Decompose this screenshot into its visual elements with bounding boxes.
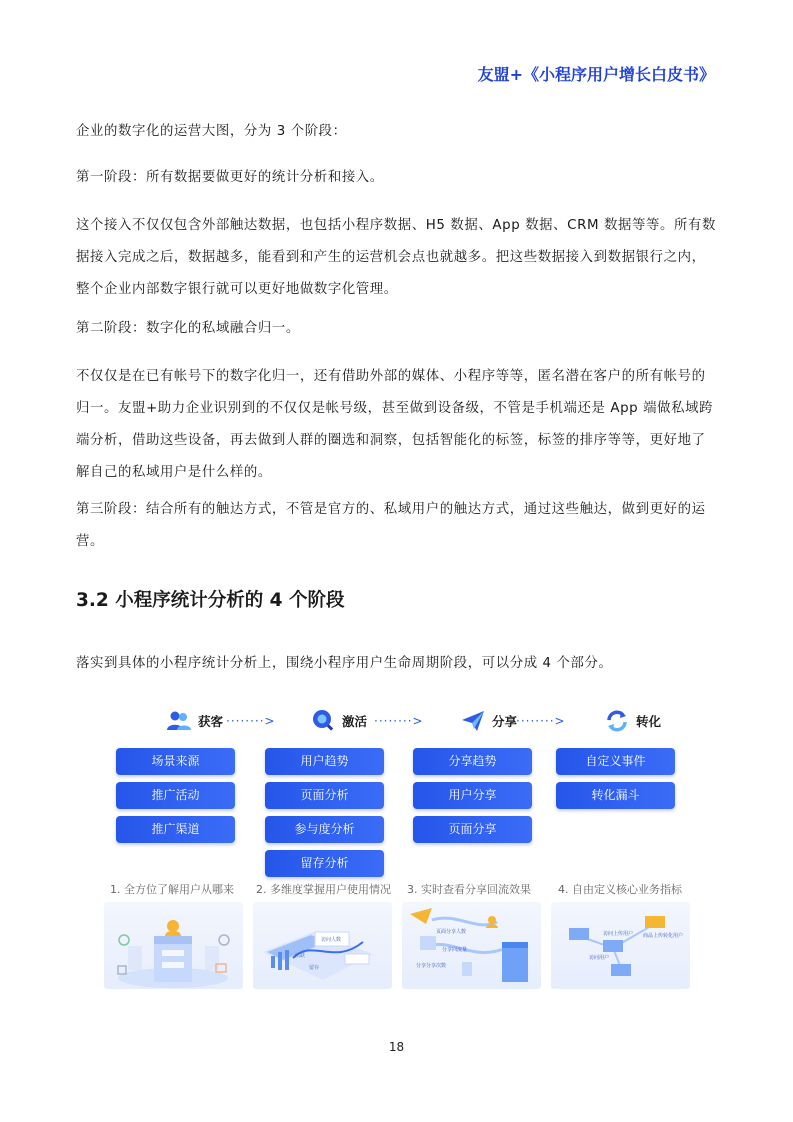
paragraph-stage-two: 第二阶段：数字化的私域融合归一。	[76, 321, 300, 336]
thumbnail-activate	[253, 902, 392, 989]
caption-share: 3. 实时查看分享回流效果	[407, 883, 531, 896]
user-share-button[interactable]: 用户分享	[413, 782, 532, 809]
paragraph-stage-one: 第一阶段：所有数据要做更好的统计分析和接入。	[76, 170, 384, 185]
thumb-label: 商品上传转化用户	[643, 933, 684, 939]
send-icon	[460, 708, 486, 734]
users-icon	[166, 708, 192, 734]
refresh-icon	[604, 708, 630, 734]
thumb-label: 访问上传用户	[603, 931, 634, 937]
caption-convert: 4. 自由定义核心业务指标	[558, 883, 682, 896]
arrow-activate-share: ········>	[374, 714, 424, 728]
thumb-label: 页面分享人数	[436, 929, 467, 935]
paragraph-stage-one-detail: 这个接入不仅仅包含外部触达数据，也包括小程序数据、H5 数据、App 数据、CRM 数据等等。所有数据接入完成之后，数据越多，能看到和产生的运营机会点也就越多。把这些数据接入到数据银行之内，整个企业内部数字银行就可以更好地做数字化管理。	[76, 218, 716, 297]
thumbnail-share	[402, 902, 541, 989]
arrow-share-convert: ········>	[516, 714, 566, 728]
paragraph-stage-three: 第三阶段：结合所有的触达方式，不管是官方的、私域用户的触达方式，通过这些触达，做到更好的运营。	[76, 502, 706, 549]
stage-header-acquire	[166, 708, 223, 734]
conversion-funnel-button[interactable]: 转化漏斗	[556, 782, 675, 809]
thumb-label: 留存	[309, 965, 320, 971]
stage-header-convert	[604, 708, 661, 734]
thumb-label: 访问用户	[589, 955, 610, 961]
promotion-channel-button[interactable]: 推广渠道	[116, 816, 235, 843]
stage-title: 激活	[342, 714, 368, 729]
page-number: 18	[388, 1040, 405, 1054]
thumbnail-convert	[551, 902, 690, 989]
scene-source-button[interactable]: 场景来源	[116, 748, 235, 775]
stage-title: 分享	[492, 714, 518, 729]
thumbnail-acquire	[104, 902, 243, 989]
page-share-button[interactable]: 页面分享	[413, 816, 532, 843]
header-title: 友盟+《小程序用户增长白皮书》	[477, 65, 715, 84]
thumb-label: 访问人数	[321, 937, 342, 943]
stage-title: 转化	[636, 714, 662, 729]
promotion-activity-button[interactable]: 推广活动	[116, 782, 235, 809]
caption-acquire: 1. 全方位了解用户从哪来	[110, 883, 234, 896]
share-trend-button[interactable]: 分享趋势	[413, 748, 532, 775]
retention-analysis-button[interactable]: 留存分析	[265, 850, 384, 877]
paragraph-stage-two-detail: 不仅仅是在已有帐号下的数字化归一，还有借助外部的媒体、小程序等等，匿名潜在客户的所有帐号的归一。友盟+助力企业识别到的不仅仅是帐号级，甚至做到设备级，不管是手机端还是 App 端做私域跨端分析，借助这些设备，再去做到人群的圈选和洞察，包括智能化的标签，标签的排序等等，更好地了解自己的私域用户是什么样的。	[76, 369, 714, 480]
paragraph-intro: 企业的数字化的运营大图，分为 3 个阶段：	[76, 124, 347, 139]
section-intro: 落实到具体的小程序统计分析上，围绕小程序用户生命周期阶段，可以分成 4 个部分。	[76, 656, 613, 671]
custom-event-button[interactable]: 自定义事件	[556, 748, 675, 775]
stage-title: 获客	[198, 714, 224, 729]
page-analysis-button[interactable]: 页面分析	[265, 782, 384, 809]
user-trend-button[interactable]: 用户趋势	[265, 748, 384, 775]
arrow-acquire-activate: ········>	[226, 714, 276, 728]
engagement-analysis-button[interactable]: 参与度分析	[265, 816, 384, 843]
stage-header-share	[460, 708, 517, 734]
section-heading: 3.2 小程序统计分析的 4 个阶段	[76, 590, 345, 611]
thumb-label: 分享回流量	[442, 947, 468, 953]
caption-activate: 2. 多维度掌握用户使用情况	[256, 883, 391, 896]
lifecycle-figure	[104, 700, 716, 996]
search-icon	[310, 708, 336, 734]
stage-header-activate	[310, 708, 367, 734]
thumb-label: 分享分享次数	[416, 963, 447, 969]
thumb-label: 活跃	[295, 953, 306, 959]
